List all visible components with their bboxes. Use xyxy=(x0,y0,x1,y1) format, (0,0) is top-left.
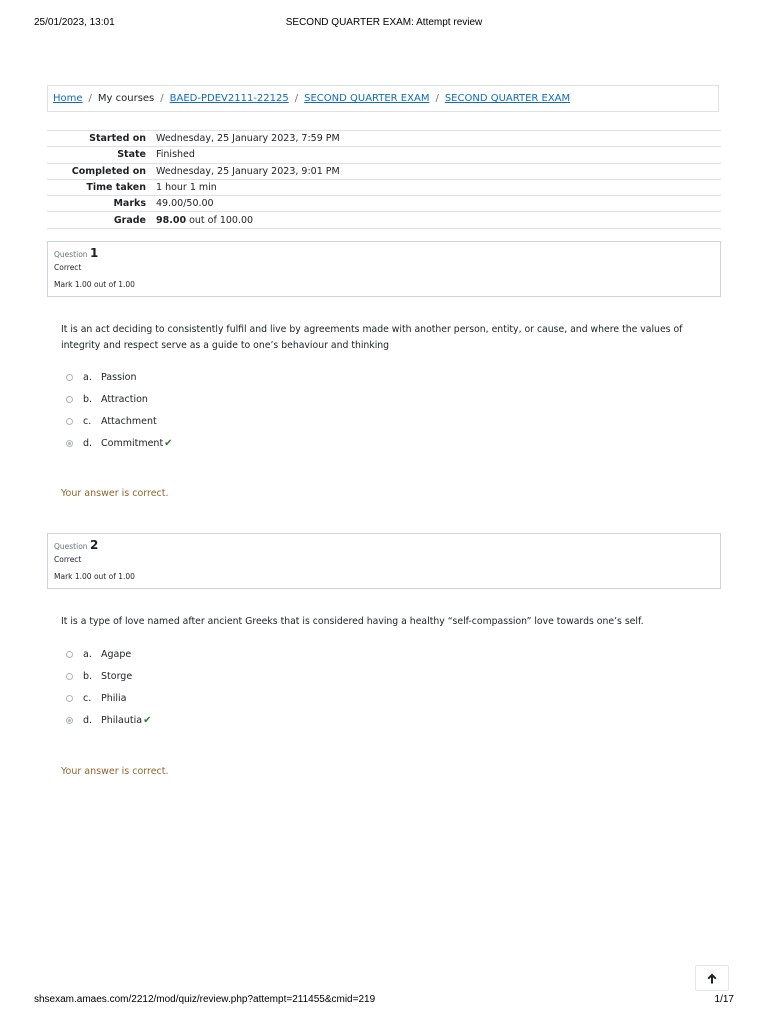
radio-button[interactable] xyxy=(66,651,73,658)
print-title: SECOND QUARTER EXAM: Attempt review xyxy=(285,17,483,28)
option-b[interactable] xyxy=(66,669,133,683)
option-text: Philia xyxy=(101,692,127,704)
attempt-summary-table xyxy=(47,130,721,229)
print-datetime: 25/01/2023, 13:01 xyxy=(34,17,115,28)
radio-button[interactable] xyxy=(66,374,73,381)
print-page-number: 1/17 xyxy=(714,994,734,1005)
breadcrumb xyxy=(47,85,719,112)
summary-label: Grade xyxy=(47,212,150,228)
option-letter: c. xyxy=(83,692,92,704)
summary-row-time-taken xyxy=(47,179,721,195)
option-d[interactable] xyxy=(66,713,152,727)
summary-label: Marks xyxy=(47,196,150,212)
summary-label: State xyxy=(47,147,150,163)
option-c[interactable] xyxy=(66,414,157,428)
option-text: Storge xyxy=(101,670,133,682)
breadcrumb-separator: / xyxy=(88,93,92,104)
question-2-info xyxy=(47,533,721,589)
option-letter: b. xyxy=(83,393,93,405)
summary-value: Wednesday, 25 January 2023, 9:01 PM xyxy=(150,163,721,179)
question-1-feedback: Your answer is correct. xyxy=(61,488,169,499)
question-number: 1 xyxy=(89,246,99,260)
option-text-selected xyxy=(101,715,151,726)
check-icon: ✔ xyxy=(164,437,173,449)
option-text: Philautia xyxy=(101,714,143,726)
option-a[interactable] xyxy=(66,370,137,384)
back-to-top-button[interactable] xyxy=(695,965,729,991)
summary-value: Wednesday, 25 January 2023, 7:59 PM xyxy=(150,131,721,147)
question-1-text: It is an act deciding to consistently fulfil and live by agreements made with another person, entity, or cause, and where the values of integrity and respect serve as a guide to one’s behaviour and thinking xyxy=(61,324,683,351)
print-url: shsexam.amaes.com/2212/mod/quiz/review.php?attempt=211455&cmid=219 xyxy=(34,994,376,1005)
summary-row-marks xyxy=(47,196,721,212)
breadcrumb-separator: / xyxy=(160,93,164,104)
question-mark: Mark 1.00 out of 1.00 xyxy=(54,279,135,289)
summary-value: Finished xyxy=(150,147,721,163)
radio-button[interactable] xyxy=(66,695,73,702)
option-letter: a. xyxy=(83,371,92,383)
radio-button[interactable] xyxy=(66,673,73,680)
breadcrumb-separator: / xyxy=(294,93,299,104)
summary-row-started-on xyxy=(47,131,721,147)
breadcrumb-home[interactable]: Home xyxy=(53,93,83,104)
question-number: 2 xyxy=(89,538,99,552)
summary-row-grade xyxy=(47,212,721,228)
summary-label: Completed on xyxy=(47,163,150,179)
radio-button[interactable] xyxy=(66,418,73,425)
radio-button-checked[interactable] xyxy=(66,717,73,724)
question-1-info xyxy=(47,241,721,297)
breadcrumb-section[interactable]: SECOND QUARTER EXAM xyxy=(304,93,430,104)
summary-label: Started on xyxy=(47,131,150,147)
summary-value: 49.00/50.00 xyxy=(150,196,721,212)
option-letter: b. xyxy=(83,670,93,682)
radio-button[interactable] xyxy=(66,396,73,403)
option-letter: d. xyxy=(83,714,93,726)
question-state: Correct xyxy=(54,555,82,564)
option-c[interactable] xyxy=(66,691,127,705)
option-a[interactable] xyxy=(66,647,132,661)
summary-row-state xyxy=(47,147,721,163)
question-2-text: It is a type of love named after ancient Greeks that is considered having a healthy “self-compassion” love towards one’s self. xyxy=(61,616,644,627)
summary-value xyxy=(150,212,721,228)
option-letter: a. xyxy=(83,648,92,660)
question-2-feedback: Your answer is correct. xyxy=(61,766,169,777)
option-text: Agape xyxy=(101,648,132,660)
option-letter: d. xyxy=(83,437,93,449)
grade-value: 98.00 xyxy=(156,214,187,226)
question-label: Question xyxy=(54,542,88,551)
option-text: Attraction xyxy=(101,393,148,405)
breadcrumb-quiz[interactable]: SECOND QUARTER EXAM xyxy=(444,93,571,104)
summary-row-completed-on xyxy=(47,163,721,179)
breadcrumb-my-courses: My courses xyxy=(97,93,155,104)
option-text: Commitment xyxy=(101,437,164,449)
grade-out-of: out of 100.00 xyxy=(186,214,254,226)
option-text: Passion xyxy=(101,371,137,383)
option-text: Attachment xyxy=(101,415,157,427)
option-text-selected xyxy=(101,438,173,449)
radio-button-checked[interactable] xyxy=(66,440,73,447)
summary-label: Time taken xyxy=(47,179,150,195)
option-d[interactable] xyxy=(66,436,173,450)
arrow-up-icon xyxy=(707,973,717,984)
option-letter: c. xyxy=(83,415,92,427)
question-mark: Mark 1.00 out of 1.00 xyxy=(54,571,135,581)
breadcrumb-separator: / xyxy=(435,93,439,104)
breadcrumb-course[interactable]: BAED-PDEV2111-22125 xyxy=(169,93,289,104)
question-label: Question xyxy=(54,250,88,259)
question-state: Correct xyxy=(54,263,82,272)
option-b[interactable] xyxy=(66,392,148,406)
check-icon: ✔ xyxy=(143,714,152,726)
summary-value: 1 hour 1 min xyxy=(150,179,721,195)
